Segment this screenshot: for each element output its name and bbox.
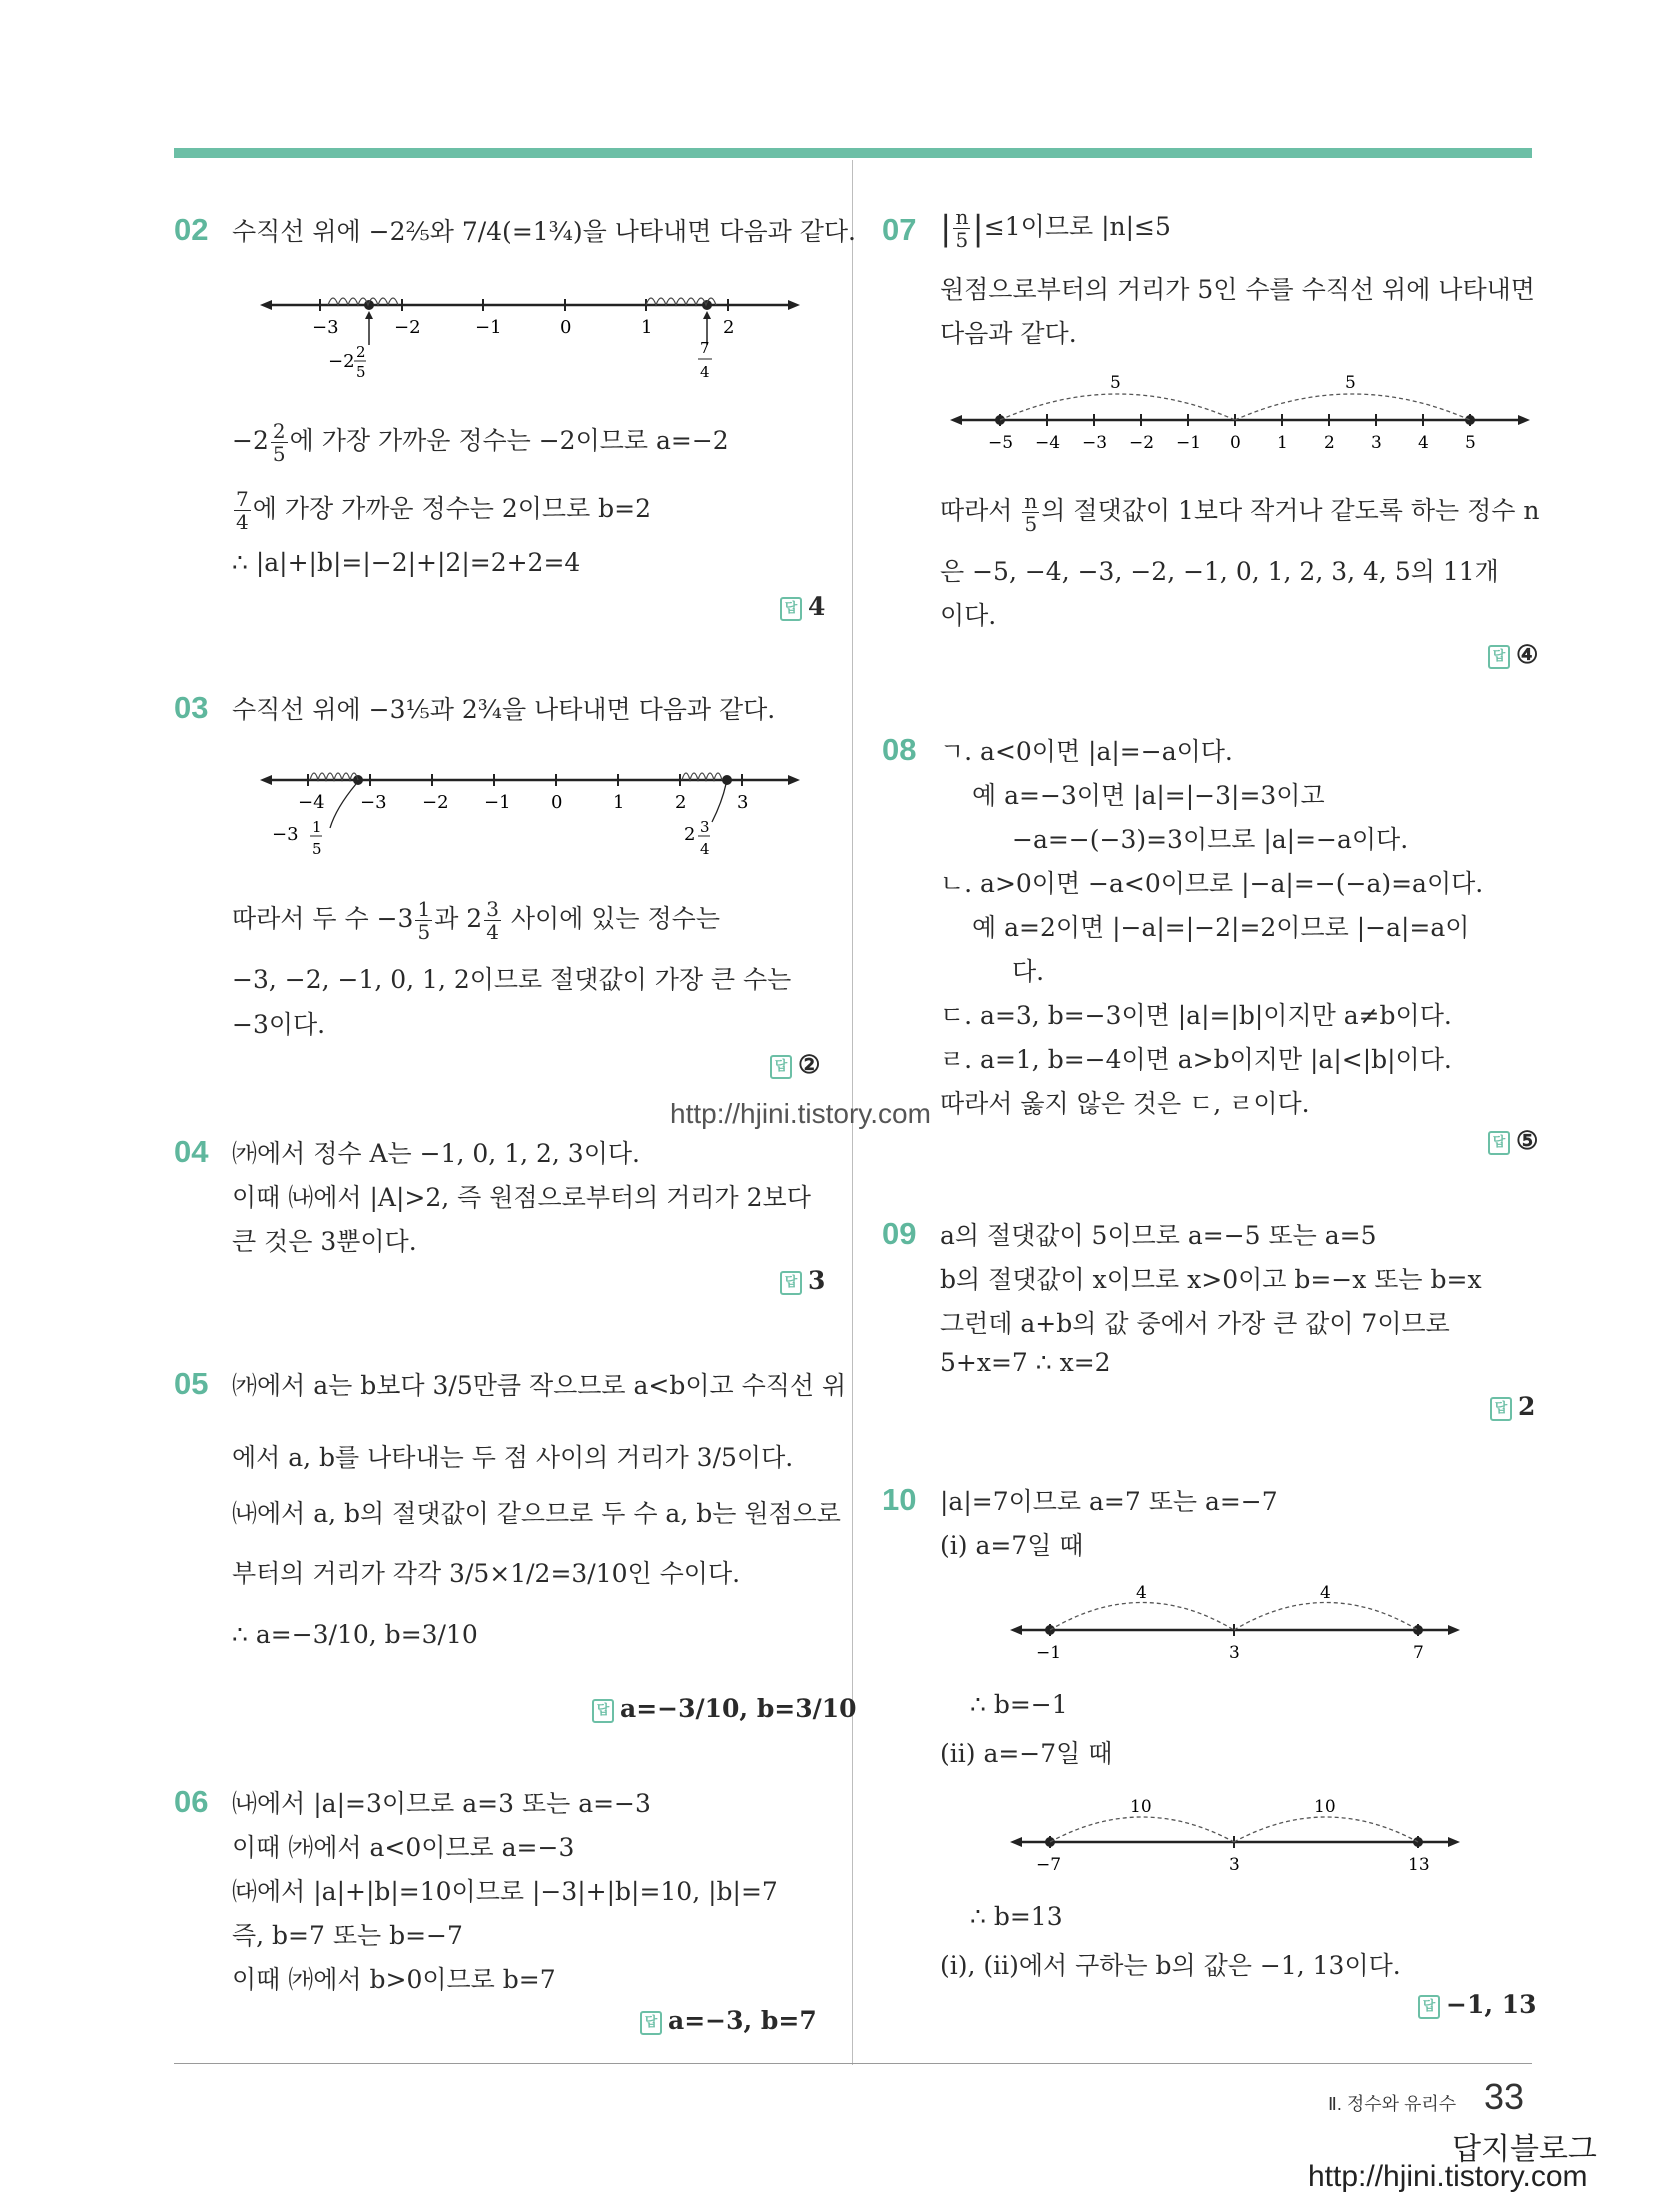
number-line-02 (260, 285, 800, 385)
problem-08-line6: 다. (1012, 957, 1045, 986)
tick-label: −5 (988, 433, 1014, 453)
tick-label: −1 (475, 317, 502, 338)
tick-label: −1 (484, 792, 511, 813)
tick-label: 1 (613, 792, 625, 813)
problem-06-line1: ㈏에서 |a|=3이므로 a=3 또는 a=−3 (232, 1789, 651, 1818)
point-label-minus-2-2-5: −2 (328, 351, 355, 372)
svg-text:2: 2 (684, 824, 696, 845)
problem-10-line2: (ⅰ) a=7일 때 (940, 1531, 1084, 1560)
number-line-10-case1 (1010, 1580, 1460, 1665)
problem-number: 07 (882, 212, 917, 247)
problem-08-line4: ㄴ. a>0이면 −a<0이므로 |−a|=−(−a)=a이다. (940, 869, 1484, 898)
tick-label: 4 (1418, 433, 1429, 453)
problem-06-line3: ㈐에서 |a|+|b|=10이므로 |−3|+|b|=10, |b|=7 (232, 1877, 778, 1906)
problem-06-line2: 이때 ㈎에서 a<0이므로 a=−3 (232, 1833, 575, 1862)
problem-02-line1: 수직선 위에 −2⅖와 7/4(=1¾)을 나타내면 다음과 같다. (232, 217, 856, 246)
answer-09: 답 2 (1490, 1392, 1535, 1421)
tick-label: −2 (422, 792, 449, 813)
number-line-07 (950, 370, 1530, 460)
arc-label: 4 (1136, 1583, 1147, 1603)
problem-05-line1: ㈎에서 a는 b보다 3/5만큼 작으므로 a<b이고 수직선 위 (232, 1371, 847, 1400)
svg-text:4: 4 (700, 363, 710, 381)
answer-icon: 답 (1418, 1995, 1440, 2019)
problem-10-line6: (ⅰ), (ⅱ)에서 구하는 b의 값은 −1, 13이다. (940, 1951, 1401, 1980)
problem-03-line4: −3이다. (232, 1010, 326, 1039)
blog-watermark: 답지블로그 (1452, 2133, 1597, 2166)
number-line-10-case2 (1010, 1792, 1460, 1877)
tick-label: 0 (1230, 433, 1241, 453)
arc-label: 5 (1345, 373, 1356, 393)
tick-label: −2 (394, 317, 421, 338)
answer-04: 답 3 (780, 1266, 825, 1295)
svg-text:7: 7 (700, 339, 710, 357)
problem-05-line5: ∴ a=−3/10, b=3/10 (232, 1620, 478, 1649)
tick-label: −4 (1035, 433, 1061, 453)
problem-07-line5: 은 −5, −4, −3, −2, −1, 0, 1, 2, 3, 4, 5의 11개 (940, 557, 1499, 586)
problem-09-line2: b의 절댓값이 x이므로 x>0이고 b=−x 또는 b=x (940, 1265, 1482, 1294)
problem-05-line4: 부터의 거리가 각각 3/5×1/2=3/10인 수이다. (232, 1559, 741, 1588)
problem-10-line5: ∴ b=13 (970, 1902, 1063, 1931)
problem-08-line5: 예 a=2이면 |−a|=|−2|=2이므로 |−a|=a이 (972, 913, 1470, 942)
problem-10-line4: (ⅱ) a=−7일 때 (940, 1739, 1113, 1768)
problem-08-line8: ㄹ. a=1, b=−4이면 a>b이지만 |a|<|b|이다. (940, 1045, 1452, 1074)
tick-label: 2 (675, 792, 687, 813)
tick-label: 3 (1229, 1855, 1240, 1875)
svg-text:−3: −3 (272, 824, 299, 845)
answer-icon: 답 (1490, 1397, 1512, 1421)
tick-label: −3 (1082, 433, 1108, 453)
footer-divider (174, 2063, 1532, 2064)
tick-label: 3 (737, 792, 749, 813)
tick-label: 3 (1229, 1643, 1240, 1663)
problem-02-line2: −2 $\frac{2}{5}$ 에 가장 가까운 정수는 −2이므로 a=−2 (232, 419, 729, 466)
tick-label: −7 (1036, 1855, 1062, 1875)
arc-label: 10 (1130, 1797, 1152, 1817)
tick-label: 13 (1408, 1855, 1430, 1875)
problem-number: 06 (174, 1784, 209, 1819)
problem-number: 05 (174, 1366, 209, 1401)
problem-02-line4: ∴ |a|+|b|=|−2|+|2|=2+2=4 (232, 548, 581, 577)
svg-text:4: 4 (700, 840, 710, 858)
answer-03: 답 ② (770, 1050, 820, 1079)
svg-text:2: 2 (356, 343, 366, 361)
answer-02: 답 4 (780, 592, 825, 621)
problem-02-line3: $\frac{7}{4}$ 에 가장 가까운 정수는 2이므로 b=2 (236, 487, 652, 534)
svg-text:3: 3 (700, 818, 710, 836)
problem-number: 03 (174, 690, 209, 725)
problem-08-line3: −a=−(−3)=3이므로 |a|=−a이다. (1012, 825, 1409, 854)
problem-08-line7: ㄷ. a=3, b=−3이면 |a|=|b|이지만 a≠b이다. (940, 1001, 1452, 1030)
problem-03-line2: 따라서 두 수 −3 $\frac{1}{5}$ 과 2 $\frac{3}{4}$ 사이에 있는 정수는 (232, 897, 720, 944)
problem-07-line4: 따라서 $\frac{n}{5}$ 의 절댓값이 1보다 작거나 같도록 하는 정수 n (940, 489, 1540, 536)
tick-label: 7 (1413, 1643, 1424, 1663)
answer-07: 답 ④ (1488, 640, 1538, 669)
arc-label: 4 (1320, 1583, 1331, 1603)
problem-07-line2: 원점으로부터의 거리가 5인 수를 수직선 위에 나타내면 (940, 275, 1535, 304)
problem-number: 08 (882, 732, 917, 767)
answer-icon: 답 (770, 1055, 792, 1079)
problem-number: 10 (882, 1482, 917, 1517)
top-accent-bar (174, 148, 1532, 158)
problem-08-line2: 예 a=−3이면 |a|=|−3|=3이고 (972, 781, 1325, 810)
problem-09-line3: 그런데 a+b의 값 중에서 가장 큰 값이 7이므로 (940, 1309, 1450, 1338)
tick-label: 0 (560, 317, 572, 338)
answer-08: 답 ⑤ (1488, 1126, 1538, 1155)
svg-text:1: 1 (312, 818, 322, 836)
answer-icon: 답 (1488, 1131, 1510, 1155)
arc-label: 5 (1110, 373, 1121, 393)
page-number: 33 (1484, 2076, 1525, 2117)
problem-number: 04 (174, 1134, 209, 1169)
tick-label: 1 (641, 317, 653, 338)
tick-label: −3 (312, 317, 339, 338)
answer-06: 답 a=−3, b=7 (640, 2006, 817, 2035)
problem-number: 09 (882, 1216, 917, 1251)
answer-icon: 답 (592, 1699, 614, 1723)
answer-icon: 답 (780, 597, 802, 621)
problem-number: 02 (174, 212, 209, 247)
problem-04-line3: 큰 것은 3뿐이다. (232, 1227, 417, 1256)
tick-label: 0 (551, 792, 563, 813)
tick-label: −2 (1129, 433, 1155, 453)
number-line-03 (260, 760, 800, 860)
problem-08-line1: ㄱ. a<0이면 |a|=−a이다. (940, 737, 1233, 766)
tick-label: −4 (298, 792, 325, 813)
problem-10-line3: ∴ b=−1 (970, 1690, 1068, 1719)
problem-08-line9: 따라서 옳지 않은 것은 ㄷ, ㄹ이다. (940, 1089, 1310, 1118)
tick-label: 3 (1371, 433, 1382, 453)
tick-label: −1 (1036, 1643, 1062, 1663)
tick-label: 1 (1277, 433, 1288, 453)
problem-03-line3: −3, −2, −1, 0, 1, 2이므로 절댓값이 가장 큰 수는 (232, 965, 792, 994)
problem-09-line1: a의 절댓값이 5이므로 a=−5 또는 a=5 (940, 1221, 1377, 1250)
svg-text:5: 5 (356, 363, 366, 381)
section-title: Ⅱ. 정수와 유리수 (1328, 2094, 1457, 2114)
problem-09-line4: 5+x=7 ∴ x=2 (940, 1348, 1111, 1377)
problem-05-line3: ㈏에서 a, b의 절댓값이 같으므로 두 수 a, b는 원점으로 (232, 1499, 841, 1528)
blog-url: http://hjini.tistory.com (1308, 2160, 1588, 2193)
answer-10: 답 −1, 13 (1418, 1990, 1537, 2019)
tick-label: −3 (360, 792, 387, 813)
tick-label: 2 (723, 317, 735, 338)
answer-05: 답 a=−3/10, b=3/10 (592, 1694, 857, 1723)
watermark-url: http://hjini.tistory.com (670, 1098, 931, 1129)
answer-icon: 답 (640, 2011, 662, 2035)
svg-text:5: 5 (312, 840, 322, 858)
tick-label: 2 (1324, 433, 1335, 453)
problem-10-line1: |a|=7이므로 a=7 또는 a=−7 (940, 1487, 1278, 1516)
answer-icon: 답 (780, 1271, 802, 1295)
answer-icon: 답 (1488, 645, 1510, 669)
problem-07-line6: 이다. (940, 601, 997, 630)
tick-label: −1 (1176, 433, 1202, 453)
problem-07-line1: | $\frac{n}{5}$ |≤1이므로 |n|≤5 (940, 205, 1171, 252)
problem-04-line1: ㈎에서 정수 A는 −1, 0, 1, 2, 3이다. (232, 1139, 640, 1168)
arc-label: 10 (1314, 1797, 1336, 1817)
problem-06-line4: 즉, b=7 또는 b=−7 (232, 1921, 463, 1950)
problem-06-line5: 이때 ㈎에서 b>0이므로 b=7 (232, 1965, 556, 1994)
problem-03-line1: 수직선 위에 −3⅕과 2¾을 나타내면 다음과 같다. (232, 695, 776, 724)
problem-05-line2: 에서 a, b를 나타내는 두 점 사이의 거리가 3/5이다. (232, 1443, 794, 1472)
tick-label: 5 (1465, 433, 1476, 453)
problem-07-line3: 다음과 같다. (940, 319, 1077, 348)
problem-04-line2: 이때 ㈏에서 |A|>2, 즉 원점으로부터의 거리가 2보다 (232, 1183, 811, 1212)
